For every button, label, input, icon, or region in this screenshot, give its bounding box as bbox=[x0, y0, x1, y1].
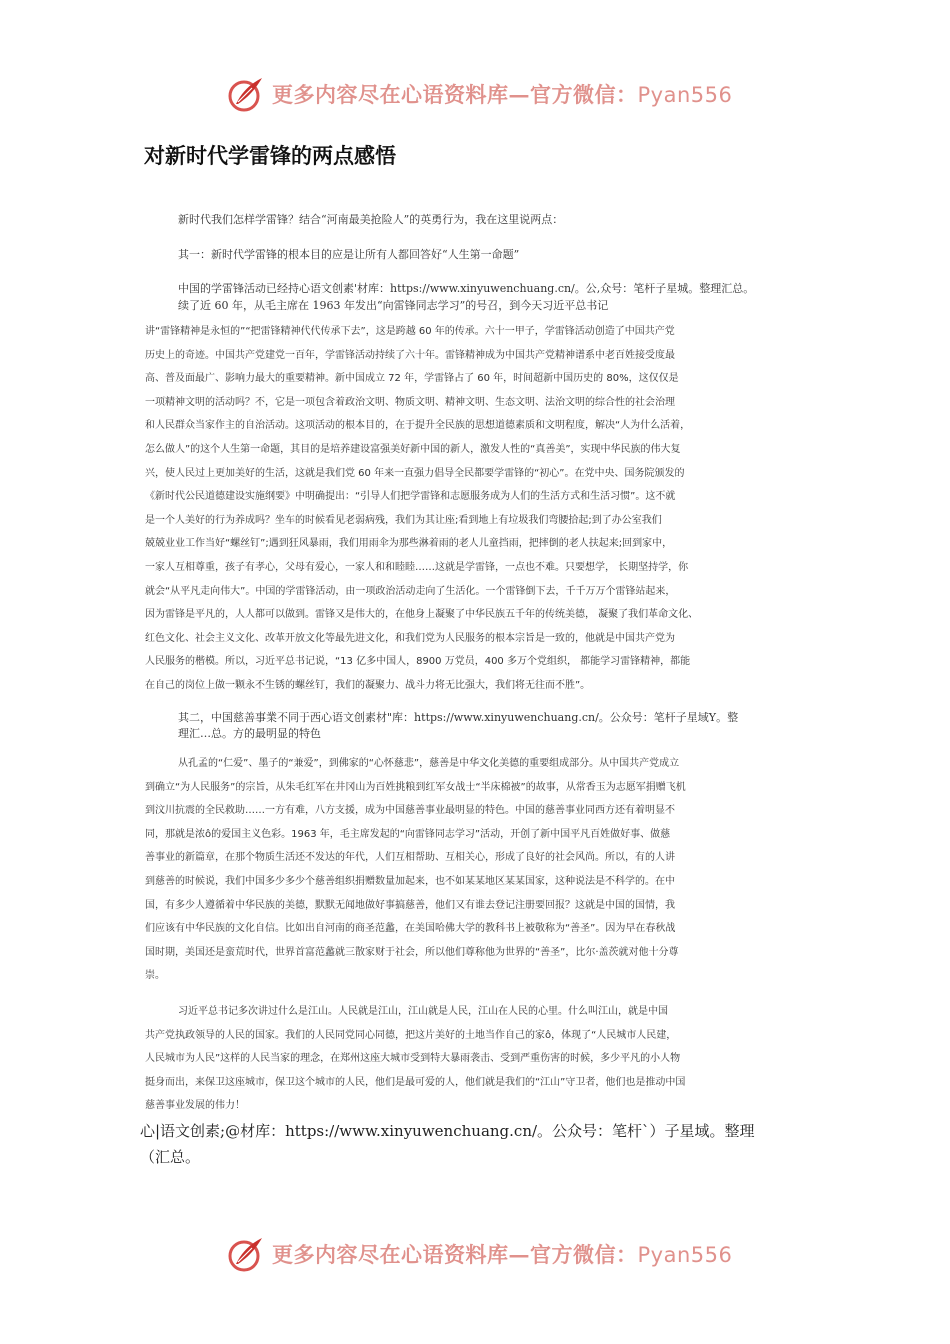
page-title: 对新时代学雷锋的两点感悟 bbox=[144, 144, 396, 168]
text-line: 理汇…总。方的最明显的特色 bbox=[178, 727, 321, 740]
banner-text: 更多内容尽在心语资料库—官方微信：Pyan556 bbox=[272, 1242, 733, 1267]
text-line: （汇总。 bbox=[140, 1148, 201, 1166]
text-line: 国，有多少人遵循着中华民族的美德，默默无闻地做好事搞慈善，他们又有谁去登记注册要回报？这就是中国的国情，我 bbox=[145, 899, 675, 911]
footer-ad-paragraph bbox=[140, 1118, 755, 1170]
text-line: 从孔孟的“仁爱”、墨子的“兼爱”，到佛家的“心怀慈悲”，慈善是中华文化美德的重要组成部分。从中国共产党成立 bbox=[178, 758, 680, 769]
paragraph-2 bbox=[145, 752, 686, 988]
text-line: 和人民群众当家作主的自治活动。这项活动的根本目的，在于提升全民族的思想道德素质和文明程度，解决“人为什么活着， bbox=[145, 420, 691, 432]
text-line: 到确立“为人民服务”的宗旨，从朱毛红军在井冈山为百姓挑粮到红军女战士“半床棉被”的故事，从常香玉为志愿军捐赠飞机 bbox=[145, 781, 686, 793]
footer-banner bbox=[226, 1232, 733, 1276]
text-line: 《新时代公民道德建设实施纲要》中明确提出：“引导人们把学雷锋和志愿服务成为人们的生活方式和生活习惯”。这不就 bbox=[145, 491, 676, 503]
banner-text: 更多内容尽在心语资料库—官方微信：Pyan556 bbox=[272, 82, 733, 107]
text-line: 一家人互相尊重，孩子有孝心，父母有爱心，一家人和和睦睦……这就是学雷锋，一点也不难。只要想学， 长期坚持学，你 bbox=[145, 561, 689, 573]
text-line: 一项精神文明的活动吗？不，它是一项包含着政治文明、物质文明、精神文明、生态文明、法治文明的综合性的社会治理 bbox=[145, 396, 675, 408]
text-line: 因为雷锋是平凡的，人人都可以做到。雷锋又是伟大的，在他身上凝聚了中华民族五千年的传统美德， 凝聚了我们革命文化、 bbox=[145, 609, 699, 621]
text-line: 同，那就是浓ô的爱国主义色彩。1963 年，毛主席发起的“向雷锋同志学习”活动，开创了新中国平凡百姓做好事、做慈 bbox=[145, 828, 671, 840]
text-line: 到慈善的时候说，我们中国多少多少个慈善组织捐赠数量加起来，也不如某某地区某某国家，这种说法是不科学的。在中 bbox=[145, 875, 675, 887]
text-line: 历史上的奇迹。中国共产党建党一百年，学雷锋活动持续了六十年。雷锋精神成为中国共产党精神谱系中老百姓接受度最 bbox=[145, 349, 675, 361]
text-line: 兴，使人民过上更加美好的生活，这就是我们党 60 年来一直强力倡导全民都要学雷锋的“初心”。在党中央、国务院颁发的 bbox=[145, 467, 685, 479]
text-line: 们应该有中华民族的文化自信。比如出自河南的商圣范蠡，在美国哈佛大学的教科书上被敬称为“善圣”。因为早在春秋战 bbox=[145, 923, 676, 935]
text-line: 兢兢业业工作当好“螺丝钉”;遇到狂风暴雨，我们用雨伞为那些淋着雨的老人儿童挡雨，把摔倒的老人扶起来;回到家中， bbox=[145, 538, 673, 550]
text-line: 国时期，美国还是蛮荒时代，世界首富范蠡就三散家财于社会，所以他们尊称他为世界的“善圣”，比尔·盖茨就对他十分尊 bbox=[145, 946, 679, 958]
ad-paragraph-1 bbox=[178, 280, 754, 314]
text-line: 中国的学雷锋活动已经持心语文创素'材库：https://www.xinyuwenchuang.cn/。公,众号：笔杆子星城。整理汇总。 bbox=[178, 282, 755, 295]
text-line: 善事业的新篇章，在那个物质生活还不发达的年代，人们互相帮助、互相关心，形成了良好的社会风尚。所以，有的人讲 bbox=[145, 852, 675, 864]
text-line: 就会“从平凡走向伟大”。中国的学雷锋活动，由一项政治活动走向了生活化。一个雷锋倒下去，千千万万个雷锋站起来， bbox=[145, 585, 676, 597]
text-line: 其二，中国慈善事業不同于西心语文创素材"库：https://www.xinyuwenchuang.cn/。公众号：笔杆子星域Y。整 bbox=[178, 711, 739, 724]
text-line: 共产党执政领导的人民的国家。我们的人民同党同心同德，把这片美好的土地当作自己的家ô，体现了“人民城市人民建， bbox=[145, 1029, 677, 1041]
text-line: 续了近 60 年，从毛主席在 1963 年发出“向雷锋同志学习”的号召，到今天习近平总书记 bbox=[178, 299, 609, 312]
ad-paragraph-2 bbox=[178, 710, 738, 742]
text-line: 红色文化、社会主义文化、改革开放文化等最先进文化，和我们党为人民服务的根本宗旨是一致的，他就是中国共产党为 bbox=[145, 632, 675, 644]
header-banner bbox=[226, 72, 733, 116]
text-line: 人民服务的楷模。所以，习近平总书记说，“13 亿多中国人，8900 万党员，400 多万个党组织， 都能学习雷锋精神，都能 bbox=[145, 656, 691, 668]
paragraph-3 bbox=[145, 1000, 685, 1118]
text-line: 在自己的岗位上做一颗永不生锈的螺丝钉，我们的凝聚力、战斗力将无比强大，我们将无往而不胜”。 bbox=[145, 679, 591, 691]
text-line: 崇。 bbox=[145, 970, 165, 982]
text-line: 习近平总书记多次讲过什么是江山。人民就是江山，江山就是人民，江山在人民的心里。什么叫江山，就是中国 bbox=[178, 1006, 668, 1017]
text-line: 怎么做人”的这个人生第一命题，其目的是培养建设富强美好新中国的新人，激发人性的“真善美”，实现中华民族的伟大复 bbox=[145, 443, 681, 455]
text-line: 挺身而出，来保卫这座城市，保卫这个城市的人民，他们是最可爱的人，他们就是我们的“江山”守卫者，他们也是推动中国 bbox=[145, 1076, 686, 1088]
text-line: 是一个人美好的行为养成吗？坐车的时候看见老弱病残，我们为其让座;看到地上有垃圾我们弯腰拾起;到了办公室我们 bbox=[145, 514, 662, 526]
text-line: 讲“雷锋精神是永恒的”“把雷锋精神代代传承下去”，这是跨越 60 年的传承。六十一甲子，学雷锋活动创造了中国共产党 bbox=[145, 326, 675, 337]
text-line: 高、普及面最广、影响力最大的重要精神。新中国成立 72 年，学雷锋占了 60 年，时间超新中国历史的 80%，这仅仅是 bbox=[145, 373, 679, 385]
quill-logo-icon bbox=[226, 74, 266, 114]
text-line: 心|语文创素;@材库：https://www.xinyuwenchuang.cn/。公众号：笔杆`）子星域。整理 bbox=[140, 1122, 755, 1140]
text-line: 到汶川抗震的全民救助……一方有难，八方支援，成为中国慈善事业最明显的特色。中国的慈善事业同西方还有着明显不 bbox=[145, 805, 675, 817]
quill-logo-icon bbox=[226, 1234, 266, 1274]
intro-paragraph: 新时代我们怎样学雷锋？结合“河南最美抢险人”的英勇行为，我在这里说两点： bbox=[178, 213, 564, 226]
text-line: 人民城市为人民”这样的人民当家的理念，在郑州这座大城市受到特大暴雨袭击、受到严重伤害的时候，多少平凡的小人物 bbox=[145, 1053, 681, 1065]
paragraph-1 bbox=[145, 320, 698, 698]
text-line: 慈善事业发展的伟力！ bbox=[145, 1100, 245, 1112]
point1-heading: 其一：新时代学雷锋的根本目的应是让所有人都回答好“人生第一命题” bbox=[178, 248, 520, 261]
